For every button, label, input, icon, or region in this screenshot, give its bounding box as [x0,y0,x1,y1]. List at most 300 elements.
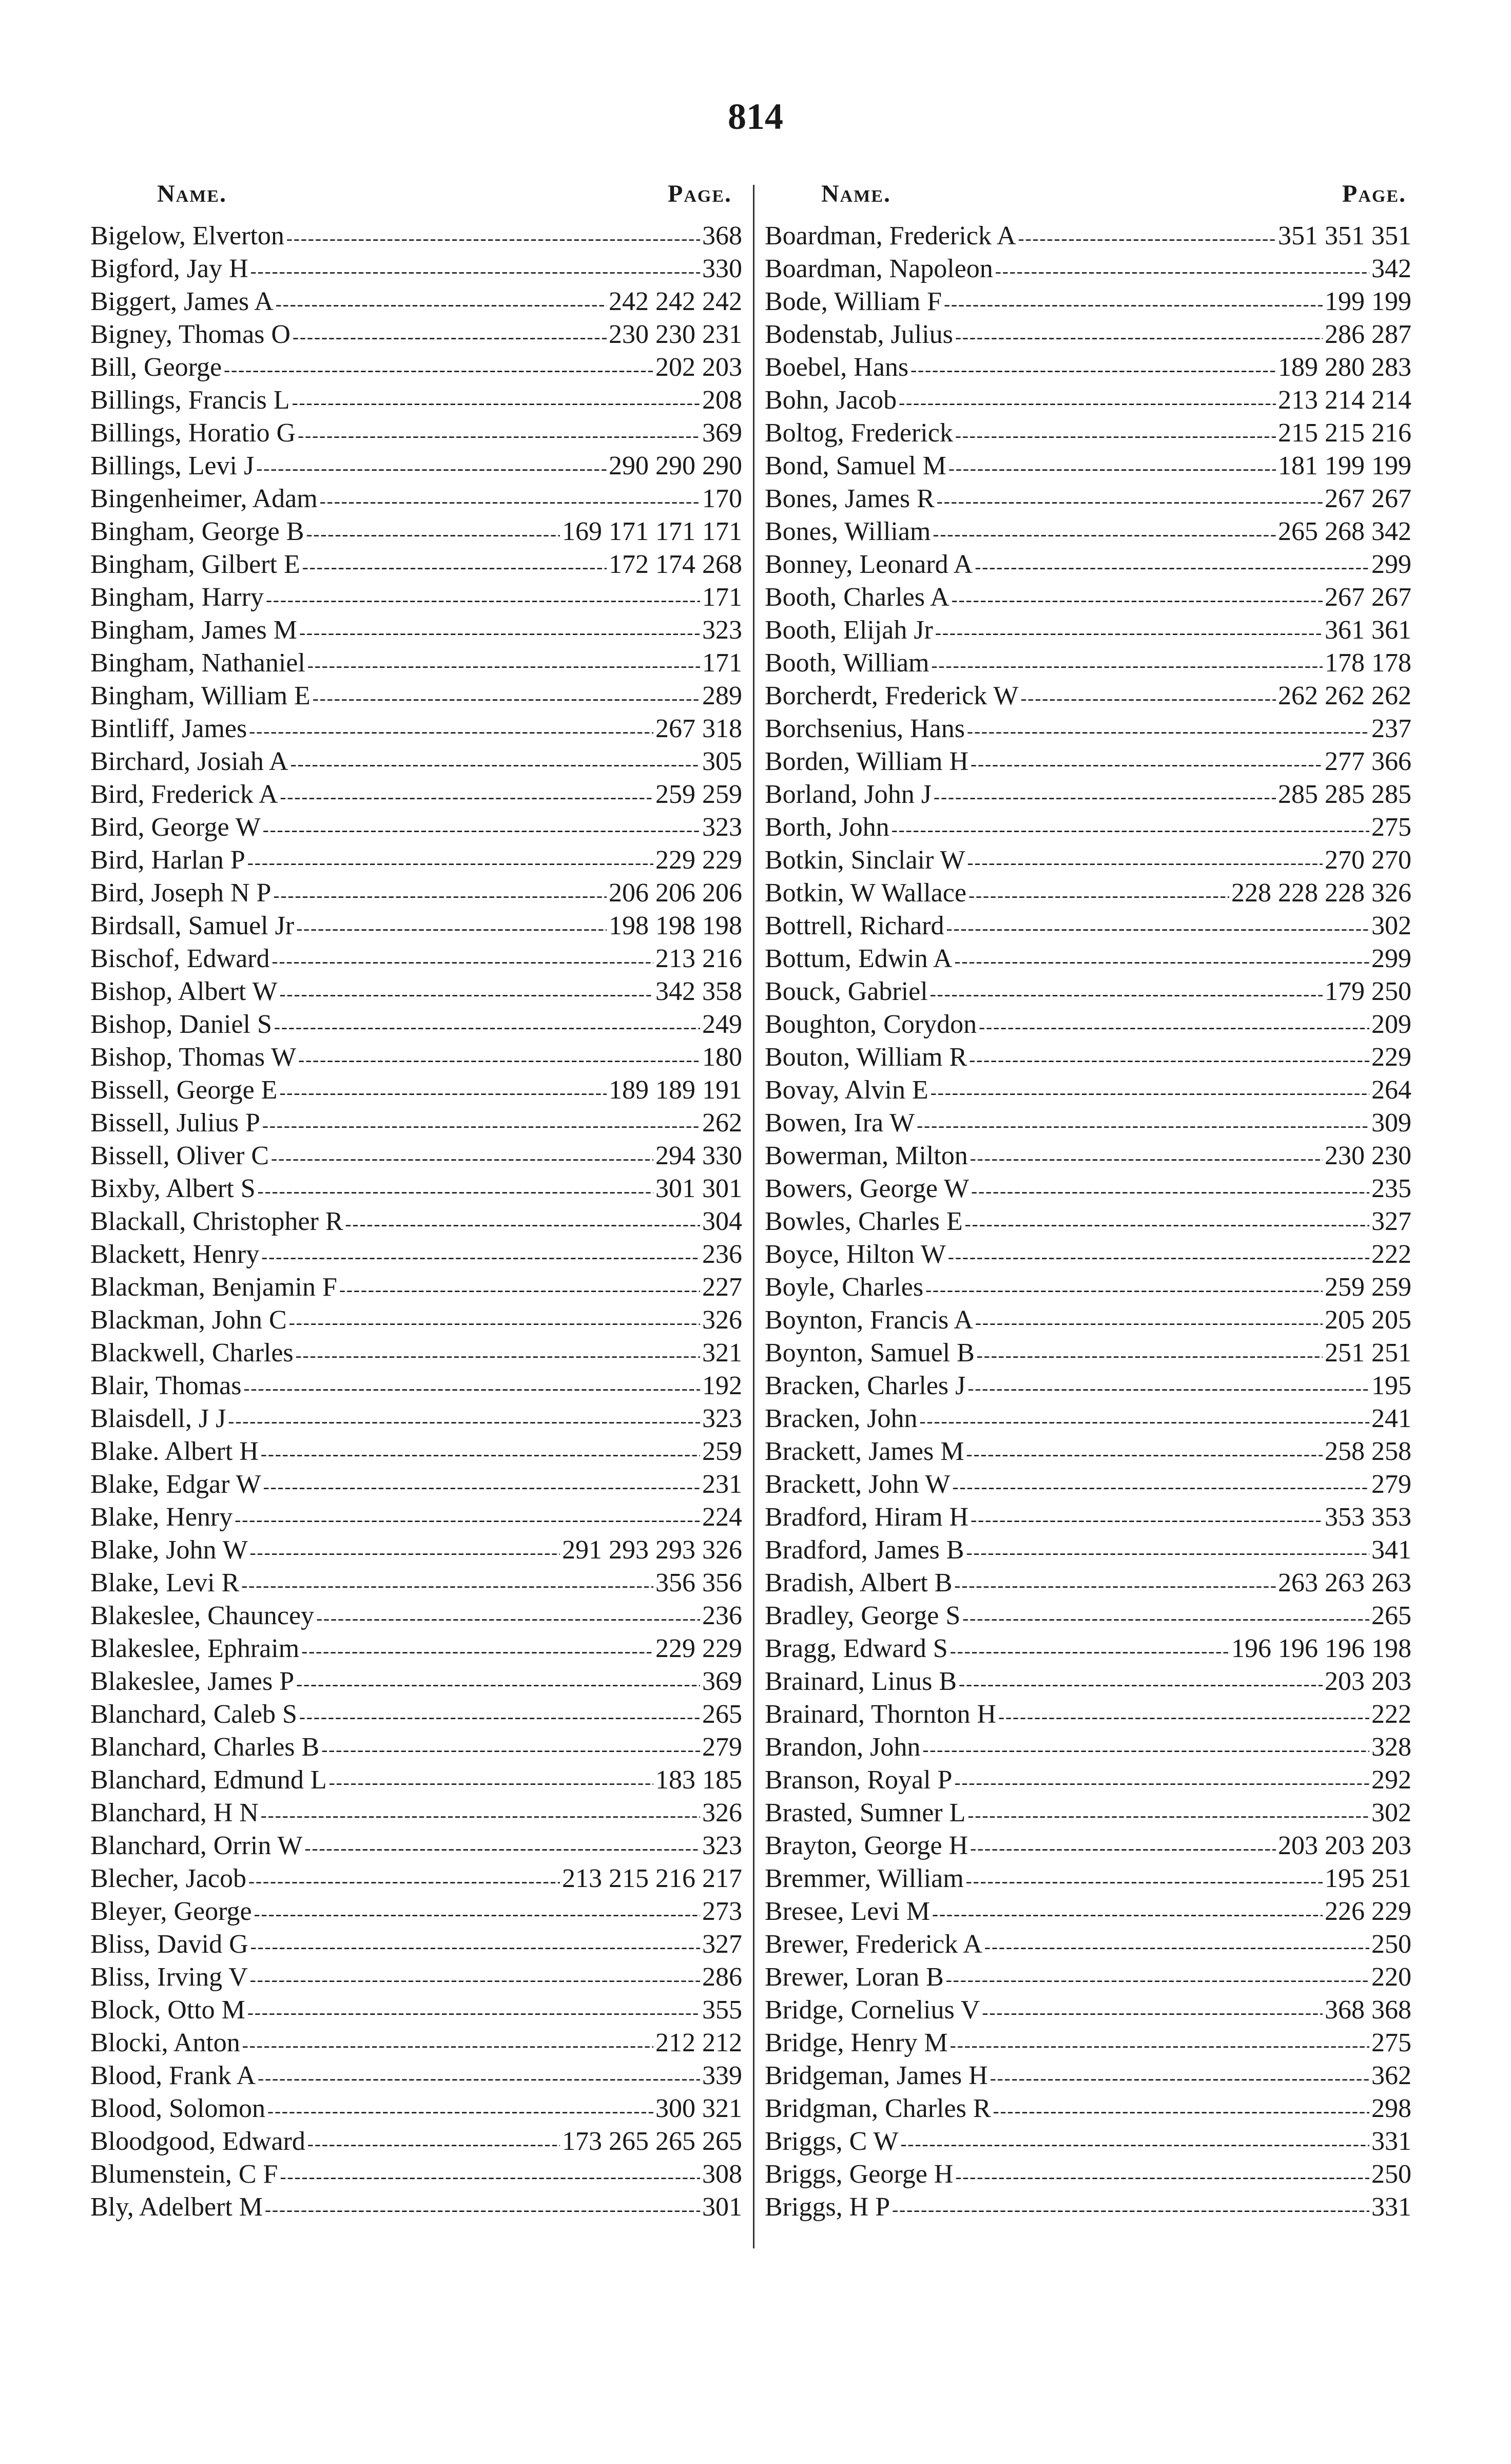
entry-pages: 202 203 [655,353,742,382]
entry-pages: 275 [1371,813,1411,842]
index-entry [765,1172,1411,1205]
leader-dots [235,1503,700,1536]
entry-pages: 331 [1371,2127,1411,2156]
leader-dots [263,813,700,846]
index-entry [90,1008,742,1041]
entry-pages: 291 293 293 326 [562,1535,742,1565]
entry-pages: 179 250 [1325,977,1411,1006]
leader-dots [250,255,700,287]
index-entry [90,1402,742,1435]
entry-pages: 170 [702,484,742,513]
entry-name: Blanchard, Caleb S [90,1700,297,1729]
index-entry [765,1862,1411,1895]
index-entry [765,2191,1411,2224]
entry-name: Bowles, Charles E [765,1207,963,1236]
index-entry [765,1501,1411,1534]
leader-dots [934,780,1276,813]
entry-name: Bingham, James M [90,615,297,645]
index-entry [765,515,1411,548]
index-entry [765,1665,1411,1698]
leader-dots [249,715,653,747]
leader-dots [247,1996,700,2029]
index-entry [90,1205,742,1238]
index-entry [765,2125,1411,2158]
leader-dots [967,1799,1369,1832]
entry-name: Brasted, Sumner L [765,1798,966,1827]
index-entry [765,581,1411,614]
entry-name: Birdsall, Samuel Jr [90,911,295,940]
entry-name: Billings, Levi J [90,451,255,480]
entry-name: Boardman, Napoleon [765,254,993,283]
right-entry-list [765,220,1411,2224]
leader-dots [971,1175,1369,1207]
entry-pages: 286 287 [1325,320,1411,349]
entry-name: Blanchard, Orrin W [90,1831,303,1860]
entry-name: Blackman, Benjamin F [90,1273,337,1302]
index-entry [765,1402,1411,1435]
entry-pages: 181 199 199 [1278,451,1411,480]
leader-dots [345,1207,700,1240]
entry-pages: 328 [1371,1732,1411,1762]
leader-dots [307,649,700,682]
index-entry [90,483,742,515]
index-entry [90,1830,742,1862]
leader-dots [948,1240,1369,1273]
leader-dots [296,912,607,945]
leader-dots [955,419,1276,452]
entry-name: Bleyer, George [90,1897,252,1926]
entry-pages: 368 [702,221,742,251]
leader-dots [302,550,607,583]
entry-name: Bottrell, Richard [765,911,944,940]
leader-dots [953,1470,1369,1503]
leader-dots [250,1930,700,1963]
index-entry [765,778,1411,811]
entry-name: Bigney, Thomas O [90,320,290,349]
entry-name: Blakeslee, Chauncey [90,1601,315,1630]
index-entry [765,910,1411,942]
index-entry [90,351,742,384]
entry-pages: 277 366 [1325,747,1411,776]
leader-dots [911,353,1276,386]
entry-pages: 183 185 [655,1765,742,1795]
index-entry [90,1928,742,1961]
entry-pages: 199 199 [1325,287,1411,316]
entry-name: Bishop, Thomas W [90,1043,297,1072]
entry-pages: 227 [702,1273,742,1302]
entry-pages: 265 [1371,1601,1411,1630]
entry-pages: 262 262 262 [1278,681,1411,710]
entry-name: Boltog, Frederick [765,418,953,448]
entry-pages: 259 259 [1325,1273,1411,1302]
leader-dots [959,1667,1323,1700]
entry-name: Boynton, Samuel B [765,1338,975,1368]
index-entry [765,253,1411,285]
entry-name: Blakeslee, James P [90,1667,295,1696]
entry-pages: 279 [702,1732,742,1762]
entry-name: Bonney, Leonard A [765,550,973,579]
entry-pages: 258 258 [1325,1437,1411,1466]
index-entry [765,844,1411,877]
entry-pages: 302 [1371,911,1411,940]
entry-name: Boyle, Charles [765,1273,924,1302]
leader-dots [258,2062,700,2094]
index-entry [765,2059,1411,2092]
index-entry [765,1961,1411,1994]
leader-dots [955,2160,1369,2193]
entry-pages: 353 353 [1325,1503,1411,1532]
entry-name: Bouton, William R [765,1043,967,1072]
leader-dots [304,1832,700,1864]
leader-dots [254,1897,700,1930]
index-entry [90,1370,742,1402]
leader-dots [299,616,700,649]
entry-pages: 215 215 216 [1278,418,1411,448]
entry-pages: 264 [1371,1075,1411,1105]
index-entry [765,2027,1411,2059]
leader-dots [995,255,1369,287]
entry-name: Blake, John W [90,1535,248,1565]
leader-dots [307,2127,560,2160]
entry-name: Bones, James R [765,484,935,513]
entry-name: Blair, Thomas [90,1371,242,1400]
index-entry [90,1501,742,1534]
leader-dots [313,682,700,715]
leader-dots [982,1996,1323,2029]
entry-pages: 299 [1371,550,1411,579]
index-entry [765,351,1411,384]
leader-dots [948,452,1276,485]
entry-pages: 173 265 265 265 [562,2127,742,2156]
leader-dots [250,1536,560,1569]
entry-pages: 224 [702,1503,742,1532]
entry-name: Bingham, Nathaniel [90,648,305,678]
index-entry [90,253,742,285]
entry-name: Bremmer, William [765,1864,964,1893]
entry-pages: 229 229 [655,845,742,875]
leader-dots [263,1470,700,1503]
entry-pages: 230 230 231 [609,320,742,349]
entry-pages: 304 [702,1207,742,1236]
index-entry [90,778,742,811]
index-entry [765,2092,1411,2125]
entry-pages: 203 203 [1325,1667,1411,1696]
leader-dots [932,1897,1323,1930]
leader-dots [301,1634,653,1667]
entry-pages: 250 [1371,1930,1411,1959]
entry-pages: 195 251 [1325,1864,1411,1893]
entry-name: Blocki, Anton [90,2028,240,2057]
leader-dots [286,222,700,255]
leader-dots [272,945,653,977]
entry-pages: 228 228 228 326 [1231,878,1411,908]
entry-pages: 169 171 171 171 [562,517,742,546]
entry-pages: 230 230 [1325,1141,1411,1170]
leader-dots [967,715,1369,747]
leader-dots [273,879,607,912]
entry-name: Bradford, James B [765,1535,964,1565]
entry-name: Bingham, William E [90,681,311,710]
leader-dots [265,2193,700,2226]
leader-dots [279,977,653,1010]
index-entry [765,942,1411,975]
index-entry [765,1830,1411,1862]
entry-pages: 236 [702,1601,742,1630]
index-entry [90,450,742,483]
index-entry [90,1698,742,1731]
index-entry [90,713,742,745]
index-entry [765,680,1411,713]
index-entry [765,713,1411,745]
leader-dots [968,879,1229,912]
entry-name: Blood, Solomon [90,2094,265,2123]
page-number: 814 [728,96,783,137]
leader-dots [946,912,1369,945]
leader-dots [298,1043,700,1076]
entry-pages: 198 198 198 [609,911,742,940]
leader-dots [321,1733,700,1766]
entry-pages: 362 [1371,2061,1411,2090]
leader-dots [967,1372,1369,1404]
entry-name: Birchard, Josiah A [90,747,288,776]
leader-dots [952,583,1323,616]
leader-dots [955,320,1323,353]
entry-name: Bridgeman, James H [765,2061,988,2090]
entry-name: Briggs, C W [765,2127,899,2156]
index-entry [765,1632,1411,1665]
index-entry [90,318,742,351]
leader-dots [950,2029,1369,2062]
entry-pages: 226 229 [1325,1897,1411,1926]
entry-pages: 270 270 [1325,845,1411,875]
entry-pages: 205 205 [1325,1305,1411,1335]
leader-dots [977,1339,1323,1372]
entry-name: Bischof, Edward [90,944,270,973]
entry-pages: 327 [702,1930,742,1959]
entry-name: Blake. Albert H [90,1437,259,1466]
entry-name: Bottum, Edwin A [765,944,953,973]
entry-pages: 222 [1371,1700,1411,1729]
entry-name: Bodenstab, Julius [765,320,953,349]
index-entry [765,1534,1411,1567]
leader-dots [250,1963,700,1996]
index-entry [90,1731,742,1764]
entry-pages: 265 268 342 [1278,517,1411,546]
entry-name: Borland, John J [765,780,932,809]
leader-dots [975,1306,1323,1339]
entry-name: Brainard, Linus B [765,1667,957,1696]
entry-name: Billings, Francis L [90,386,290,415]
index-entry [90,1994,742,2027]
entry-pages: 222 [1371,1240,1411,1269]
index-entry [765,384,1411,417]
entry-name: Biggert, James A [90,287,274,316]
entry-name: Brackett, John W [765,1470,951,1499]
entry-pages: 302 [1371,1798,1411,1827]
entry-pages: 180 [702,1043,742,1072]
leader-dots [954,945,1369,977]
leader-dots [247,846,653,879]
entry-name: Brewer, Frederick A [765,1930,982,1959]
index-entry [90,1337,742,1370]
leader-dots [922,1733,1369,1766]
index-entry [765,647,1411,680]
entry-pages: 279 [1371,1470,1411,1499]
leader-dots [965,1207,1369,1240]
index-entry [765,975,1411,1008]
right-column [765,180,1411,2224]
entry-pages: 299 [1371,944,1411,973]
leader-dots [962,1602,1369,1634]
leader-dots [930,977,1323,1010]
entry-pages: 206 206 206 [609,878,742,908]
index-entry [765,1205,1411,1238]
entry-pages: 323 [702,1404,742,1433]
page-header: Page. [1342,180,1406,207]
index-entry [90,1600,742,1632]
leader-dots [954,1766,1369,1799]
leader-dots [925,1273,1323,1306]
leader-dots [271,1142,653,1175]
entry-name: Borcherdt, Frederick W [765,681,1019,710]
index-entry [90,2027,742,2059]
leader-dots [984,1930,1369,1963]
index-entry [90,1534,742,1567]
index-entry [765,1928,1411,1961]
entry-pages: 289 [702,681,742,710]
left-column [90,180,742,2224]
column-divider [753,185,754,2248]
leader-dots [966,1437,1323,1470]
entry-pages: 341 [1371,1535,1411,1565]
index-entry [90,1107,742,1140]
entry-pages: 292 [1371,1765,1411,1795]
entry-name: Bond, Samuel M [765,451,946,480]
entry-name: Brewer, Loran B [765,1962,944,1992]
leader-dots [979,1010,1369,1043]
entry-name: Blakeslee, Ephraim [90,1634,300,1663]
entry-pages: 275 [1371,2028,1411,2057]
index-entry [765,417,1411,450]
entry-name: Bridge, Henry M [765,2028,948,2057]
entry-name: Bingham, Gilbert E [90,550,300,579]
entry-pages: 235 [1371,1174,1411,1203]
index-entry [90,1862,742,1895]
entry-pages: 267 267 [1325,484,1411,513]
entry-name: Bowers, George W [765,1174,970,1203]
entry-name: Borden, William H [765,747,969,776]
entry-pages: 330 [702,254,742,283]
entry-pages: 241 [1371,1404,1411,1433]
entry-pages: 301 [702,2192,742,2222]
entry-name: Bliss, David G [90,1930,248,1959]
entry-pages: 368 368 [1325,1995,1411,2025]
leader-dots [243,1372,700,1404]
index-entry [90,2059,742,2092]
entry-pages: 249 [702,1010,742,1039]
entry-pages: 231 [702,1470,742,1499]
index-entry [90,1041,742,1074]
index-entry [90,942,742,975]
entry-pages: 229 229 [655,1634,742,1663]
index-entry [765,1140,1411,1172]
index-entry [90,1074,742,1107]
entry-pages: 213 214 214 [1278,386,1411,415]
entry-pages: 203 203 203 [1278,1831,1411,1860]
leader-dots [937,485,1323,517]
leader-dots [935,616,1323,649]
entry-name: Bresee, Levi M [765,1897,931,1926]
entry-pages: 189 189 191 [609,1075,742,1105]
leader-dots [261,1437,700,1470]
index-entry [765,1435,1411,1468]
leader-dots [917,1109,1369,1142]
leader-dots [280,2160,700,2193]
entry-name: Bissell, George E [90,1075,278,1105]
entry-pages: 286 [702,1962,742,1992]
leader-dots [931,1076,1369,1109]
entry-name: Blake, Henry [90,1503,233,1532]
leader-dots [946,1963,1369,1996]
index-entry [90,877,742,910]
leader-dots [892,2193,1369,2226]
entry-name: Blood, Frank A [90,2061,256,2090]
index-entry [90,647,742,680]
index-entry [765,1698,1411,1731]
index-entry [90,417,742,450]
index-entry [90,1961,742,1994]
leader-dots [276,287,607,320]
entry-name: Briggs, H P [765,2192,890,2222]
leader-dots [228,1404,700,1437]
entry-name: Boardman, Frederick A [765,221,1016,251]
index-entry [765,1370,1411,1402]
entry-pages: 309 [1371,1108,1411,1138]
entry-name: Bishop, Albert W [90,977,278,1006]
leader-dots [899,386,1276,419]
entry-pages: 172 174 268 [609,550,742,579]
entry-name: Boyce, Hilton W [765,1240,946,1269]
leader-dots [224,353,653,386]
entry-pages: 192 [702,1371,742,1400]
index-entry [765,1567,1411,1600]
name-header: Name. [157,180,227,207]
leader-dots [280,780,653,813]
entry-name: Blackall, Christopher R [90,1207,343,1236]
left-entry-list [90,220,742,2224]
entry-pages: 259 259 [655,780,742,809]
index-entry [765,1337,1411,1370]
entry-pages: 361 361 [1325,615,1411,645]
entry-pages: 242 242 242 [609,287,742,316]
entry-name: Brackett, James M [765,1437,964,1466]
index-entry [90,680,742,713]
leader-dots [967,846,1323,879]
leader-dots [993,2094,1369,2127]
leader-dots [293,320,607,353]
leader-dots [290,747,700,780]
entry-pages: 213 215 216 217 [562,1864,742,1893]
entry-name: Bode, William F [765,287,942,316]
entry-name: Bishop, Daniel S [90,1010,272,1039]
index-entry [90,844,742,877]
index-entry [765,1797,1411,1830]
index-entry [765,1468,1411,1501]
entry-pages: 331 [1371,2192,1411,2222]
left-column-header [90,180,742,220]
entry-name: Booth, Elijah Jr [765,615,933,645]
leader-dots [933,517,1276,550]
